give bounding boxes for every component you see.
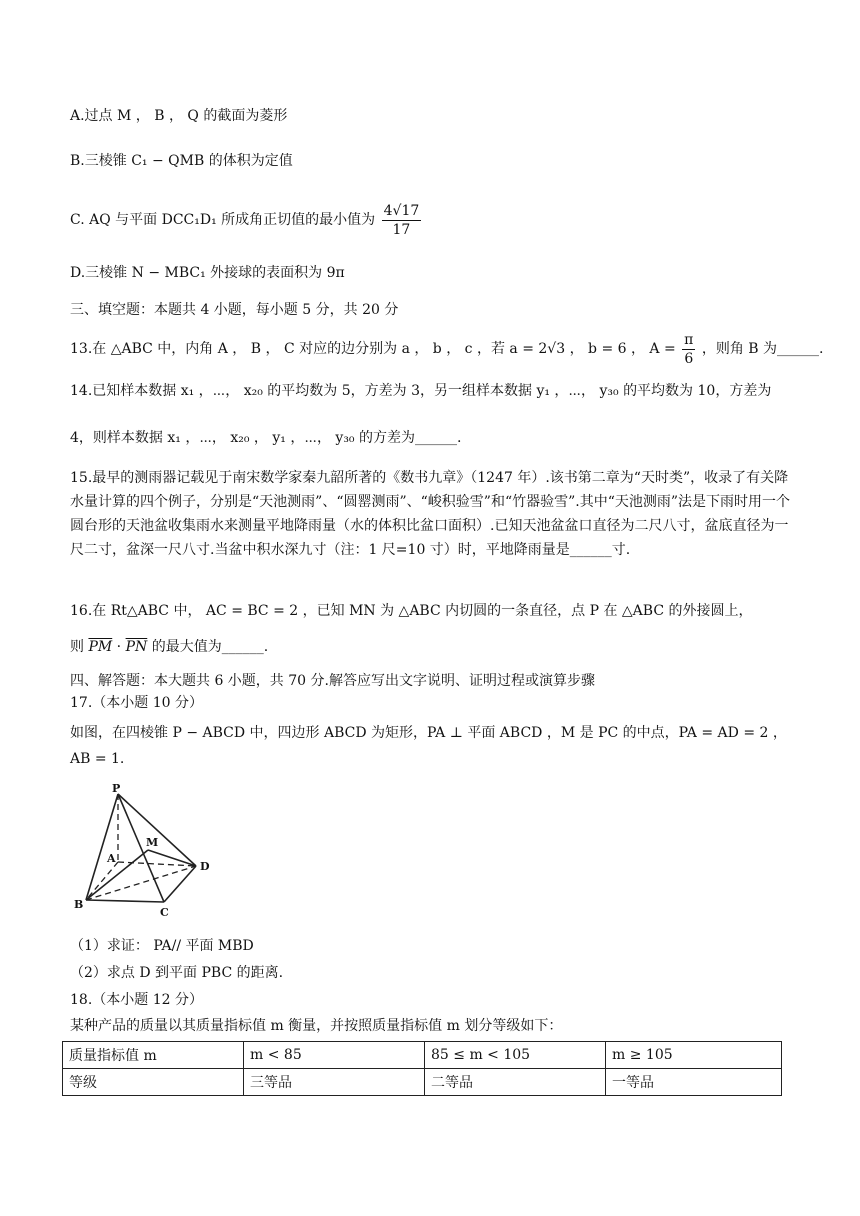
edge-bm [86, 850, 148, 900]
q16-line-1: 16.在 Rt△ABC 中， AC = BC = 2 ，已知 MN 为 △ABC 内切圆的一条直径，点 P 在 △ABC 的外接圆上， [70, 603, 753, 619]
edge-bd [86, 866, 196, 900]
q12-option-c-fraction [382, 202, 422, 239]
grade-table [62, 1041, 782, 1096]
vertex-label-a: A [107, 852, 116, 865]
table-cell: 85 ≤ m < 105 [425, 1042, 606, 1069]
q16-line-2 [70, 636, 268, 658]
q18-intro: 某种产品的质量以其质量指标值 m 衡量，并按照质量指标值 m 划分等级如下： [70, 1018, 563, 1034]
table-cell: 二等品 [425, 1069, 606, 1096]
table-cell: 等级 [63, 1069, 244, 1096]
vertex-label-c: C [160, 906, 169, 919]
table-header-row [63, 1042, 782, 1069]
dot-operator: · [112, 639, 126, 655]
q12-option-c-denominator: 17 [392, 221, 411, 238]
q17-heading: 17.（本小题 10 分） [70, 695, 203, 711]
q14-line-1: 14.已知样本数据 x₁ ，⋯， x₂₀ 的平均数为 5，方差为 3，另一组样本数据 y₁ ，⋯， y₃₀ 的平均数为 10，方差为 [70, 383, 772, 399]
vector-pm: $\overline{PM}$ [88, 639, 113, 655]
q13-text-end: ，则角 B 为______. [701, 341, 824, 357]
q12-option-b: B.三棱锥 C₁ − QMB 的体积为定值 [70, 153, 293, 169]
q12-option-c-numerator: 4√17 [383, 202, 420, 219]
q16-text-end: 的最大值为______. [151, 639, 269, 655]
q17-line-2: AB = 1. [70, 751, 125, 767]
edge-pd [118, 794, 196, 866]
q13-text: 13.在 △ABC 中，内角 A ， B ， C 对应的边分别为 a ， b ， c ，若 a = 2√3 ， b = 6 ， A = [70, 341, 676, 357]
section-4-title: 四、解答题：本大题共 6 小题，共 70 分.解答应写出文字说明、证明过程或演算步骤 [70, 673, 595, 689]
table-row [63, 1069, 782, 1096]
edge-cd [164, 866, 196, 902]
q13-fraction-numerator: π [684, 331, 694, 348]
q12-option-c [70, 198, 423, 242]
vertex-label-b: B [74, 898, 84, 911]
q12-option-d: D.三棱锥 N − MBC₁ 外接球的表面积为 9π [70, 265, 345, 281]
edge-pb [86, 794, 118, 900]
table-cell: 质量指标值 m [63, 1042, 244, 1069]
vertex-label-p: P [112, 782, 121, 795]
table-cell: 一等品 [606, 1069, 782, 1096]
q16-text: 则 [70, 639, 84, 655]
q14-line-2: 4，则样本数据 x₁ ，⋯， x₂₀ ， y₁ ，⋯， y₃₀ 的方差为______. [70, 430, 462, 446]
edge-md [148, 850, 196, 866]
section-3-title: 三、填空题：本题共 4 小题，每小题 5 分，共 20 分 [70, 302, 399, 318]
vector-pn: $\overline{PN}$ [125, 639, 148, 655]
table-cell: m < 85 [244, 1042, 425, 1069]
edge-ab [86, 862, 118, 900]
question-15: 15.最早的测雨器记载见于南宋数学家秦九韶所著的《数书九章》（1247 年）.该书第二章为“天时类”，收录了有关降水量计算的四个例子，分别是“天池测雨”、“圆罂测雨”、“峻积验雪”和“竹器验雪”.其中“天池测雨”法是下雨时用一个圆台形的天池盆收集雨水来测量平地降雨量（水的体积比盆口面积）.已知天池盆盆口直径为二尺八寸，盆底直径为一尺二寸，盆深一尺八寸.当盆中积水深九寸（注：1 尺=10 寸）时，平地降雨量是______寸. [70, 470, 791, 558]
table-cell: m ≥ 105 [606, 1042, 782, 1069]
q18-heading: 18.（本小题 12 分） [70, 992, 203, 1008]
question-13 [70, 327, 823, 371]
q17-part-2: （2）求点 D 到平面 PBC 的距离. [70, 965, 284, 981]
q12-option-a: A.过点 M ， B ， Q 的截面为菱形 [70, 108, 288, 124]
q13-fraction [682, 331, 695, 368]
vertex-label-m: M [146, 836, 159, 849]
q12-option-c-text: C. AQ 与平面 DCC₁D₁ 所成角正切值的最小值为 [70, 212, 376, 228]
q17-part-1: （1）求证： PA// 平面 MBD [70, 938, 254, 954]
q13-fraction-denominator: 6 [684, 350, 694, 367]
edge-bc [86, 900, 164, 902]
pyramid-figure [70, 782, 220, 922]
q17-line-1: 如图，在四棱锥 P − ABCD 中，四边形 ABCD 为矩形，PA ⊥ 平面 ABCD ，M 是 PC 的中点，PA = AD = 2 ， [70, 725, 787, 741]
vertex-label-d: D [200, 860, 210, 873]
table-cell: 三等品 [244, 1069, 425, 1096]
